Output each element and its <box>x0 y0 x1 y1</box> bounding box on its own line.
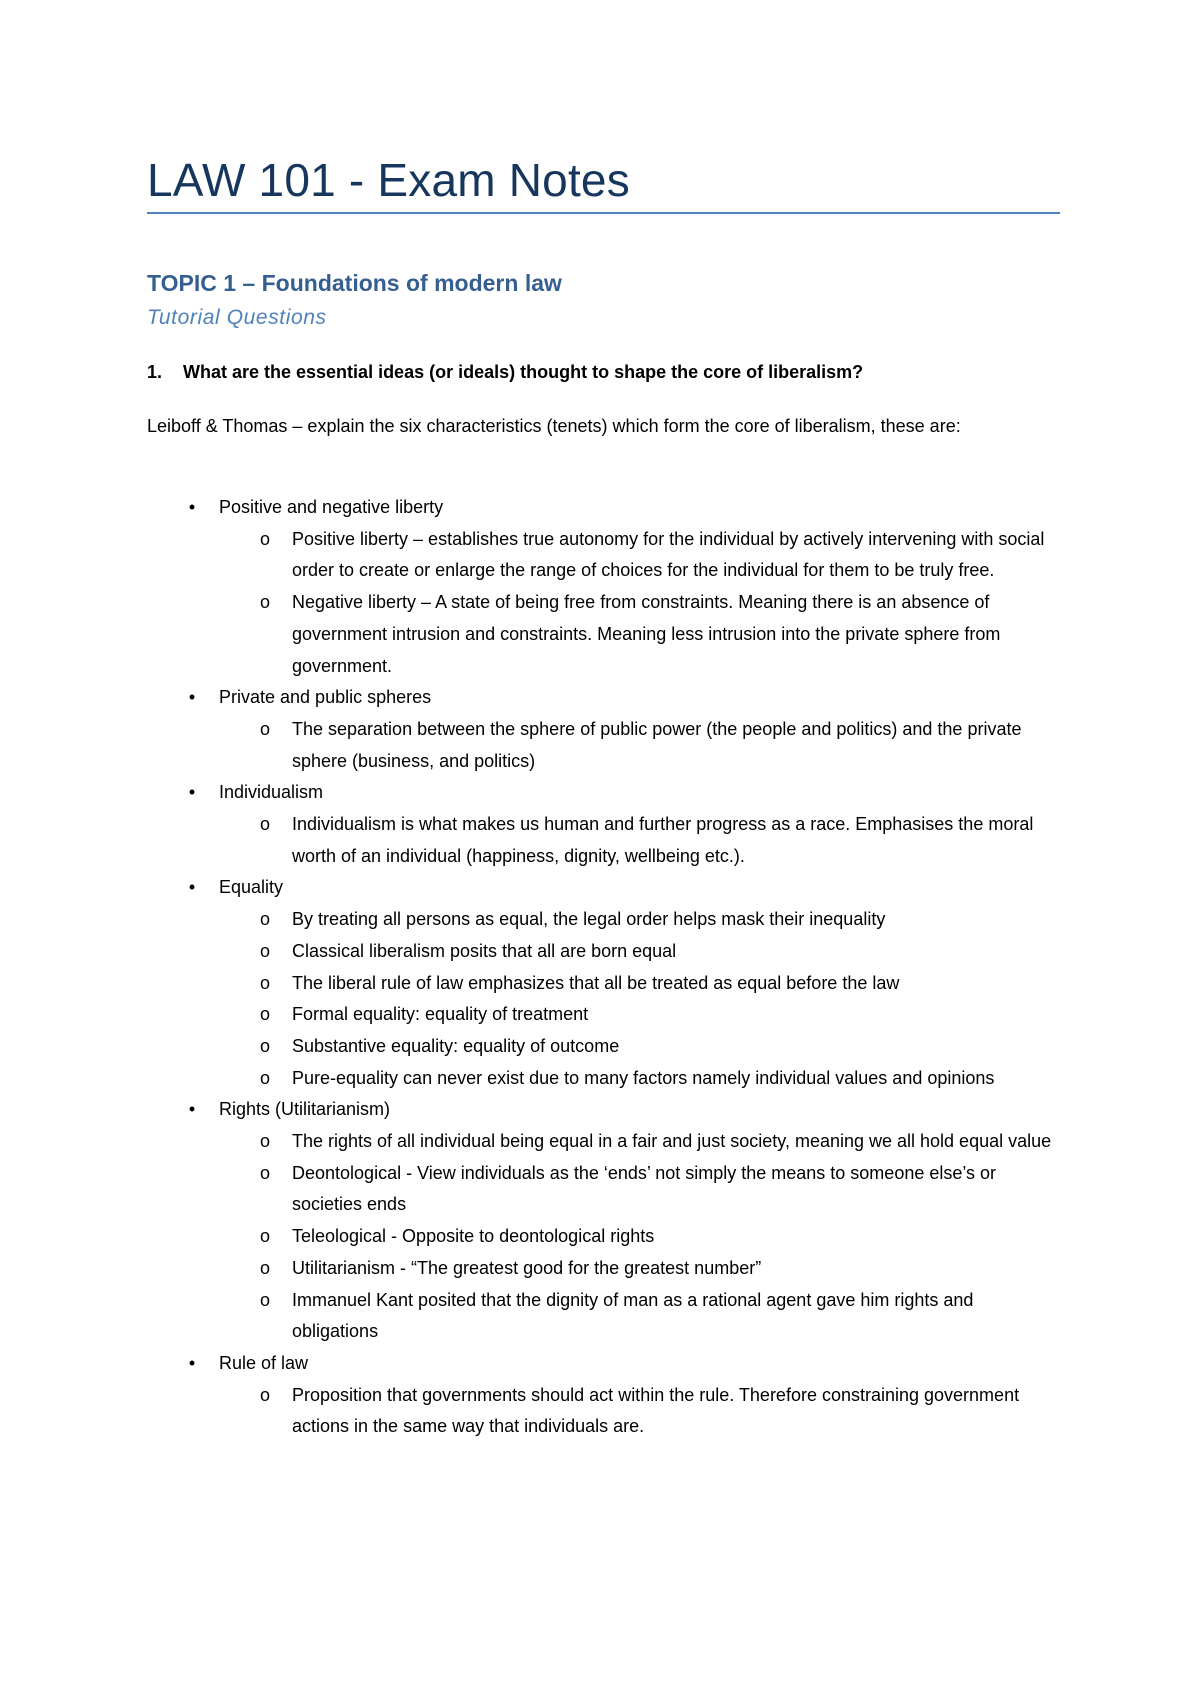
outline-subitem <box>259 999 1064 1031</box>
outline-subitem <box>259 1380 1064 1443</box>
outline-item-label: Rule of law <box>219 1352 309 1373</box>
document-title: LAW 101 - Exam Notes <box>147 154 630 206</box>
circle-bullet-icon: o <box>259 972 270 993</box>
tenets-outline <box>0 492 1200 1443</box>
outline-subitem <box>259 968 1064 1000</box>
outline-sublist <box>219 714 1064 777</box>
outline-item-label: Private and public spheres <box>219 687 432 708</box>
topic-heading: TOPIC 1 – Foundations of modern law <box>147 270 562 296</box>
outline-subitem <box>259 714 1064 777</box>
outline-subitem-text: By treating all persons as equal, the legal order helps mask their inequality <box>292 909 886 930</box>
question-heading <box>147 360 863 384</box>
outline-item <box>0 492 1064 682</box>
outline-subitem-text: The liberal rule of law emphasizes that all be treated as equal before the law <box>292 972 900 993</box>
outline-subitem <box>259 936 1064 968</box>
outline-subitem-text: Substantive equality: equality of outcome <box>292 1035 620 1056</box>
bullet-icon: • <box>188 782 196 803</box>
question-text: What are the essential ideas (or ideals) thought to shape the core of liberalism? <box>183 362 864 382</box>
circle-bullet-icon: o <box>259 1004 270 1025</box>
outline-subitem-text: Positive liberty – establishes true autonomy for the individual by actively intervening with social order to create or enlarge the range of choices for the individual for them to be truly free. <box>292 528 1045 581</box>
outline-subitem-text: Deontological - View individuals as the ‘ends’ not simply the means to someone else’s or societies ends <box>292 1162 997 1215</box>
outline-item-label: Individualism <box>219 782 324 803</box>
outline-item <box>0 872 1064 1094</box>
outline-subitem-text: Formal equality: equality of treatment <box>292 1004 589 1025</box>
outline-item-label: Positive and negative liberty <box>219 497 444 517</box>
outline-sublist <box>219 1380 1064 1443</box>
circle-bullet-icon: o <box>259 1384 270 1405</box>
section-subtitle: Tutorial Questions <box>147 306 327 329</box>
circle-bullet-icon: o <box>259 909 270 930</box>
outline-subitem <box>259 1285 1064 1348</box>
outline-sublist <box>219 809 1064 872</box>
outline-subitem <box>259 1221 1064 1253</box>
outline-subitem <box>259 1158 1064 1221</box>
outline-subitem-text: Immanuel Kant posited that the dignity of man as a rational agent gave him rights and obligations <box>292 1289 974 1342</box>
circle-bullet-icon: o <box>259 1257 270 1278</box>
outline-subitem-text: Classical liberalism posits that all are born equal <box>292 940 677 961</box>
outline-subitem-text: Negative liberty – A state of being free from constraints. Meaning there is an absence of government intrusion and constraints. Meaning less intrusion into the private sphere from government. <box>292 592 1001 676</box>
outline-subitem-text: The rights of all individual being equal in a fair and just society, meaning we all hold equal value <box>292 1131 1052 1152</box>
circle-bullet-icon: o <box>259 1035 270 1056</box>
circle-bullet-icon: o <box>259 814 270 835</box>
outline-item <box>0 1094 1064 1348</box>
outline-subitem <box>259 904 1064 936</box>
outline-subitem-text: The separation between the sphere of public power (the people and politics) and the private sphere (business, and politics) <box>292 718 1022 771</box>
outline-subitem-text: Pure-equality can never exist due to many factors namely individual values and opinions <box>292 1067 995 1088</box>
circle-bullet-icon: o <box>259 592 270 613</box>
title-underline <box>147 212 1060 214</box>
circle-bullet-icon: o <box>259 1067 270 1088</box>
circle-bullet-icon: o <box>259 1162 270 1183</box>
question-number: 1. <box>147 362 163 382</box>
outline-subitem <box>259 524 1064 587</box>
outline-subitem-text: Individualism is what makes us human and further progress as a race. Emphasises the moral worth of an individual (happiness, dignity, wellbeing etc.). <box>292 814 1034 866</box>
outline-subitem-text: Teleological - Opposite to deontological rights <box>292 1226 655 1247</box>
circle-bullet-icon: o <box>259 1289 270 1310</box>
outline-subitem-text: Proposition that governments should act within the rule. Therefore constraining government actions in the same way that individuals are. <box>292 1384 1020 1437</box>
outline-item-label: Equality <box>219 877 284 898</box>
outline-subitem <box>259 587 1064 682</box>
bullet-icon: • <box>188 687 196 708</box>
outline-item <box>0 777 1064 872</box>
circle-bullet-icon: o <box>259 718 270 739</box>
circle-bullet-icon: o <box>259 940 270 961</box>
circle-bullet-icon: o <box>259 528 270 549</box>
bullet-icon: • <box>188 497 196 517</box>
outline-subitem <box>259 1126 1064 1158</box>
outline-subitem <box>259 1031 1064 1063</box>
intro-paragraph: Leiboff & Thomas – explain the six characteristics (tenets) which form the core of liberalism, these are: <box>147 416 961 436</box>
outline-item-label: Rights (Utilitarianism) <box>219 1099 391 1120</box>
outline-item <box>0 1348 1064 1443</box>
circle-bullet-icon: o <box>259 1131 270 1152</box>
bullet-icon: • <box>188 1352 196 1373</box>
outline-sublist <box>219 524 1064 683</box>
bullet-icon: • <box>188 1099 196 1120</box>
outline-subitem <box>259 809 1064 872</box>
circle-bullet-icon: o <box>259 1226 270 1247</box>
outline-subitem-text: Utilitarianism - “The greatest good for the greatest number” <box>292 1257 762 1278</box>
bullet-icon: • <box>188 877 196 898</box>
outline-sublist <box>219 1126 1064 1348</box>
outline-sublist <box>219 904 1064 1094</box>
outline-subitem <box>259 1253 1064 1285</box>
outline-subitem <box>259 1063 1064 1095</box>
outline-item <box>0 682 1064 777</box>
